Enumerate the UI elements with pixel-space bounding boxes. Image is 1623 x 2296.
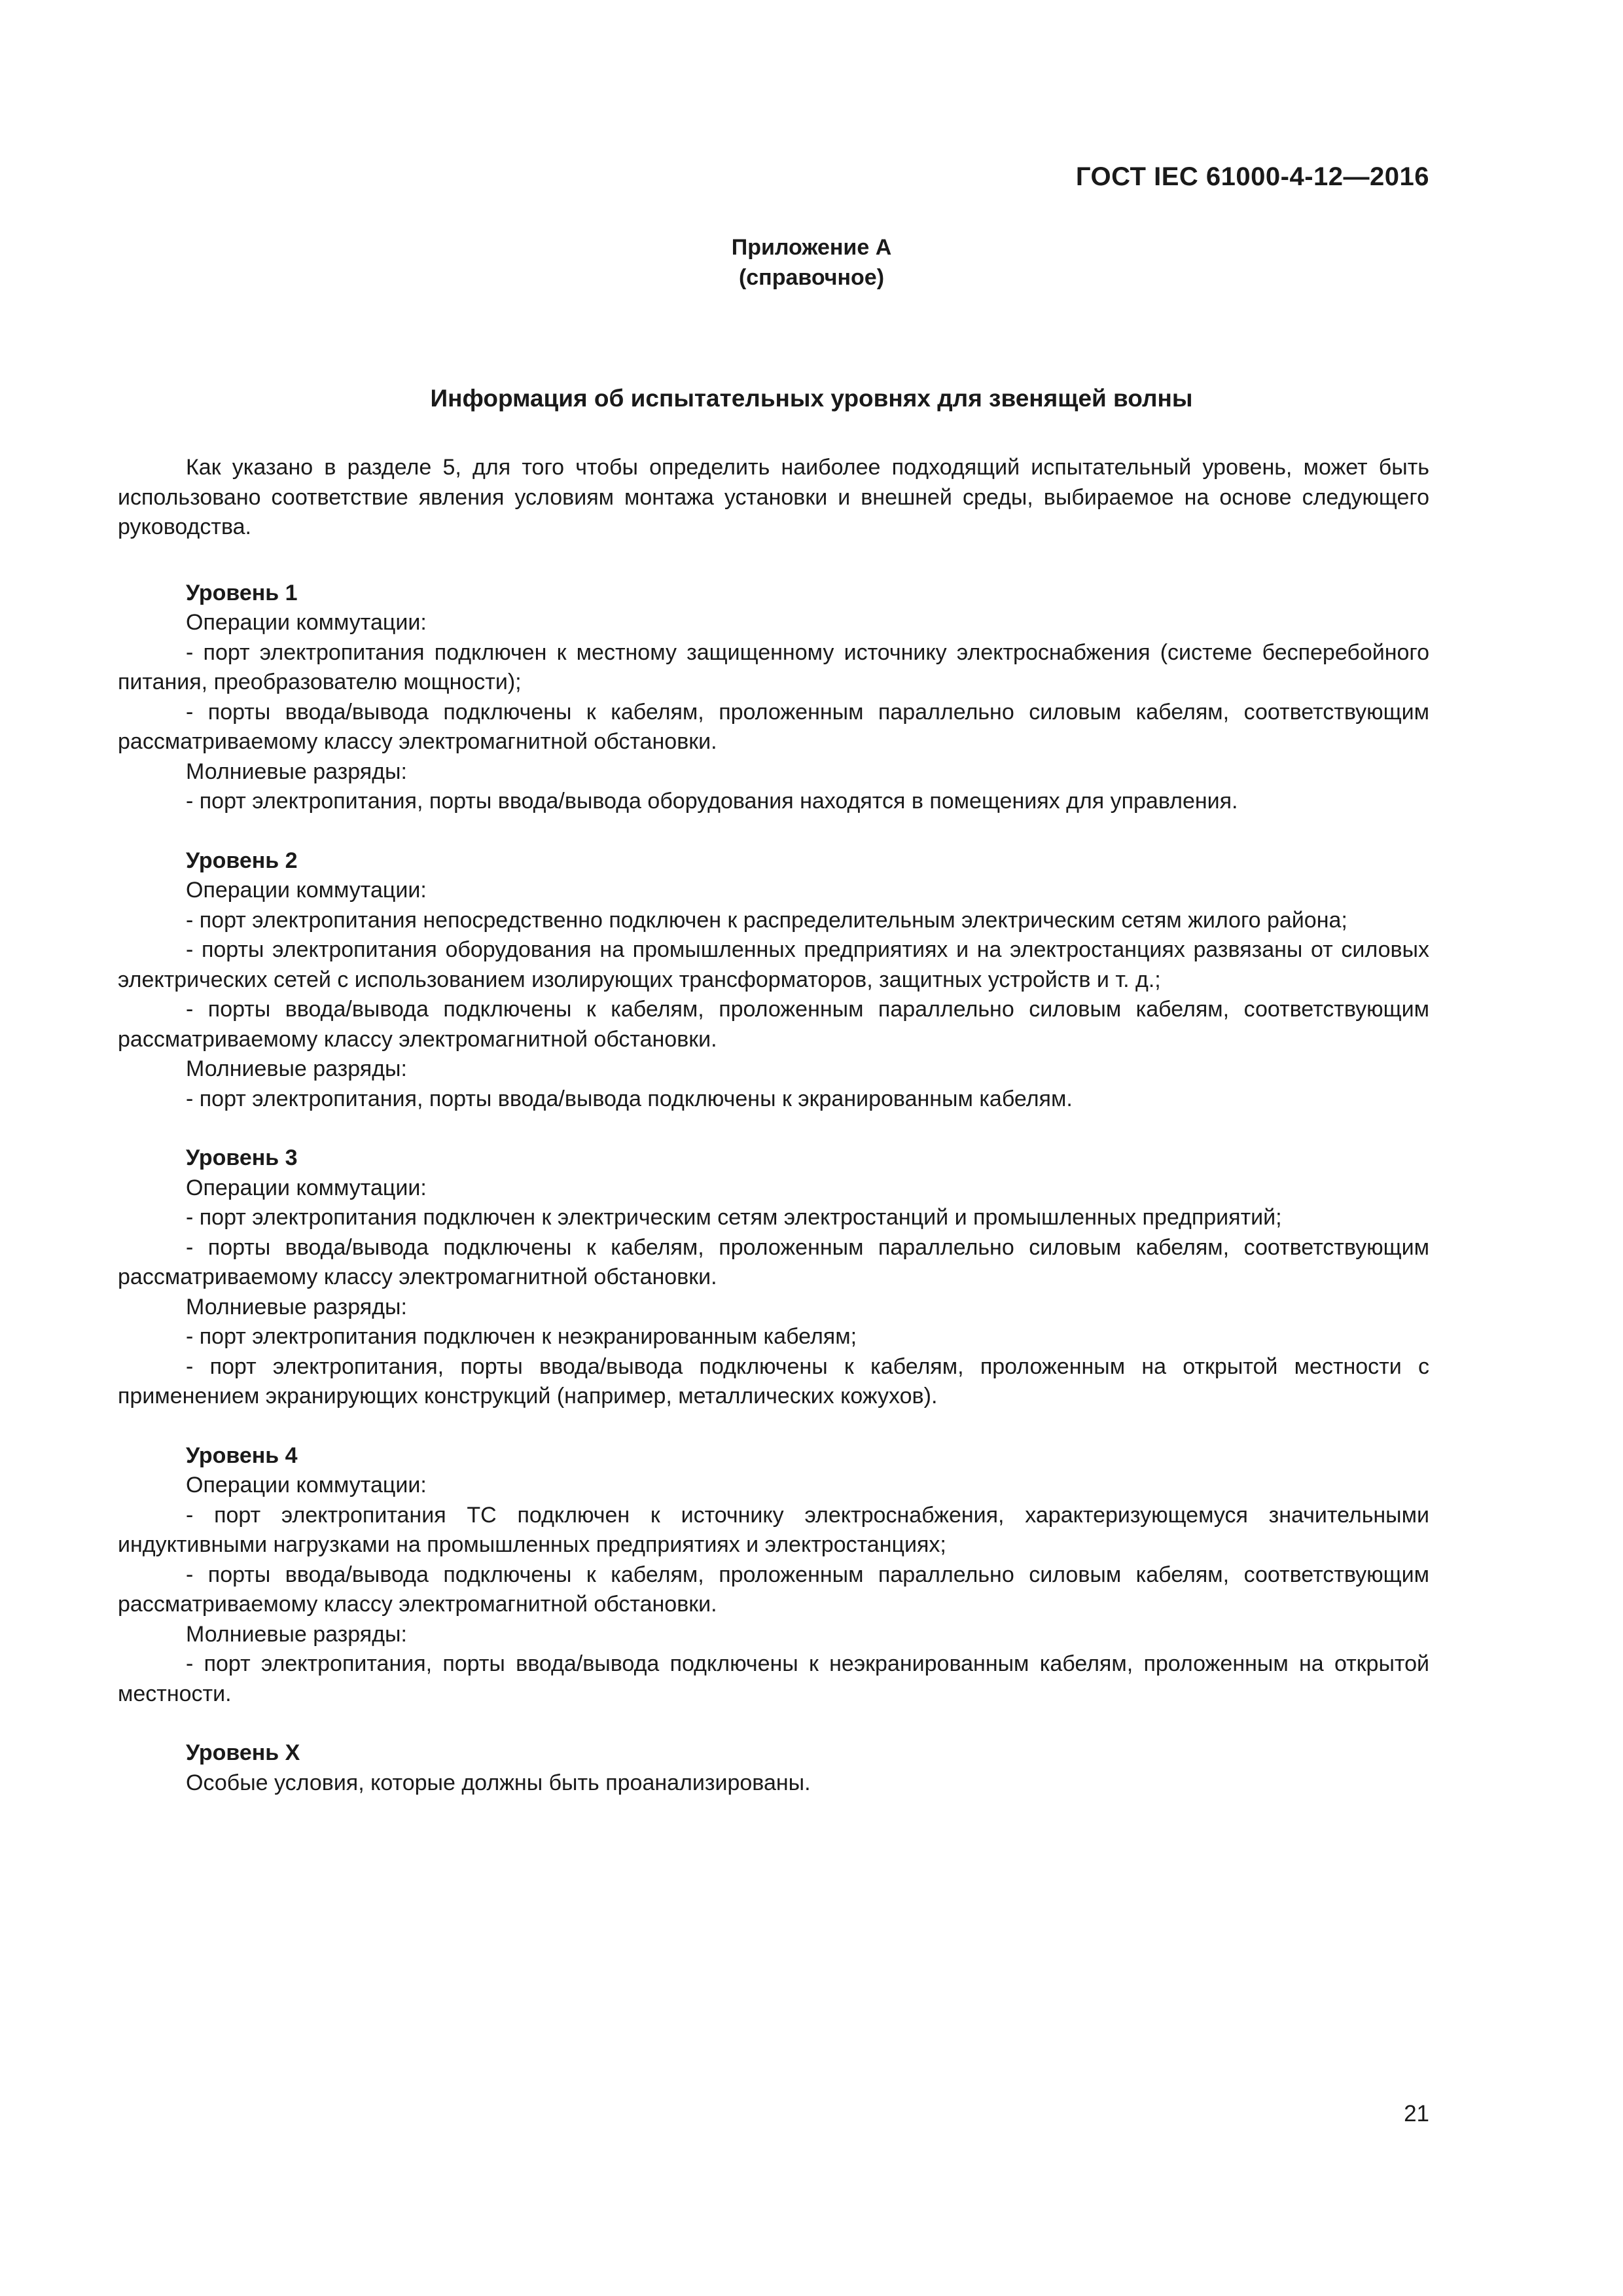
document-body: [118, 453, 1429, 1827]
level-section-1: [118, 579, 1429, 817]
level-title: Уровень 2: [186, 848, 298, 873]
lightning-label: Молниевые разряды:: [186, 1294, 407, 1319]
level-section-3: [118, 1143, 1429, 1412]
appendix-type: (справочное): [738, 265, 885, 290]
switching-label: Операции коммутации:: [186, 1175, 427, 1200]
list-item: - порт электропитания, порты ввода/вывода подключены к неэкранированным кабелям, проложенным на открытой местности.: [118, 1651, 1429, 1706]
list-item: - порт электропитания ТС подключен к источнику электроснабжения, характеризующемуся значительными индуктивными нагрузками на промышленных предприятиях и электростанциях;: [118, 1502, 1429, 1557]
intro-paragraph: Как указано в разделе 5, для того чтобы определить наиболее подходящий испытательный уровень, может быть использовано соответствие явления условиям монтажа установки и внешней среды, выбираемое на основе следующего руководства.: [118, 455, 1429, 539]
list-item: - порт электропитания непосредственно подключен к распределительным электрическим сетям жилого района;: [186, 907, 1347, 933]
list-item: - порты ввода/вывода подключены к кабелям, проложенным параллельно силовым кабелям, соответствующим рассматриваемому классу электромагнитной обстановки.: [118, 1234, 1429, 1289]
list-item: - порт электропитания, порты ввода/вывода подключены к кабелям, проложенным на открытой местности с применением экранирующих конструкций (например, металлических кожухов).: [118, 1354, 1429, 1408]
page-title: Информация об испытательных уровнях для звенящей волны: [430, 385, 1193, 412]
level-x-text: Особые условия, которые должны быть проанализированы.: [186, 1770, 811, 1795]
switching-label: Операции коммутации:: [186, 878, 427, 903]
list-item: - порты ввода/вывода подключены к кабелям, проложенным параллельно силовым кабелям, соответствующим рассматриваемому классу электромагнитной обстановки.: [118, 997, 1429, 1052]
list-item: - порт электропитания, порты ввода/вывода оборудования находятся в помещениях для управления.: [186, 789, 1238, 814]
appendix-label: Приложение А: [731, 235, 892, 260]
page-number: 21: [1404, 2101, 1429, 2126]
document-code: ГОСТ IEC 61000-4-12—2016: [1075, 162, 1429, 191]
level-title: Уровень X: [186, 1740, 300, 1765]
level-title: Уровень 3: [186, 1145, 298, 1170]
list-item: - порт электропитания, порты ввода/вывода подключены к экранированным кабелям.: [186, 1086, 1073, 1111]
lightning-label: Молниевые разряды:: [186, 1621, 407, 1647]
switching-label: Операции коммутации:: [186, 610, 427, 635]
level-section-2: [118, 846, 1429, 1115]
list-item: - порт электропитания подключен к неэкранированным кабелям;: [186, 1324, 857, 1349]
lightning-label: Молниевые разряды:: [186, 759, 407, 784]
lightning-label: Молниевые разряды:: [186, 1056, 407, 1081]
list-item: - порты электропитания оборудования на промышленных предприятиях и на электростанциях развязаны от силовых электрических сетей с использованием изолирующих трансформаторов, защитных устройств и т. д.;: [118, 937, 1429, 992]
list-item: - порты ввода/вывода подключены к кабелям, проложенным параллельно силовым кабелям, соответствующим рассматриваемому классу электромагнитной обстановки.: [118, 1562, 1429, 1617]
appendix-heading: [0, 232, 1623, 293]
list-item: - порт электропитания подключен к электрическим сетям электростанций и промышленных предприятий;: [186, 1205, 1282, 1230]
list-item: - порты ввода/вывода подключены к кабелям, проложенным параллельно силовым кабелям, соответствующим рассматриваемому классу электромагнитной обстановки.: [118, 699, 1429, 754]
list-item: - порт электропитания подключен к местному защищенному источнику электроснабжения (системе бесперебойного питания, преобразователю мощности);: [118, 639, 1429, 694]
level-title: Уровень 4: [186, 1443, 298, 1468]
level-title: Уровень 1: [186, 580, 298, 605]
level-section-4: [118, 1441, 1429, 1710]
switching-label: Операции коммутации:: [186, 1473, 427, 1498]
level-section-x: [118, 1738, 1429, 1798]
